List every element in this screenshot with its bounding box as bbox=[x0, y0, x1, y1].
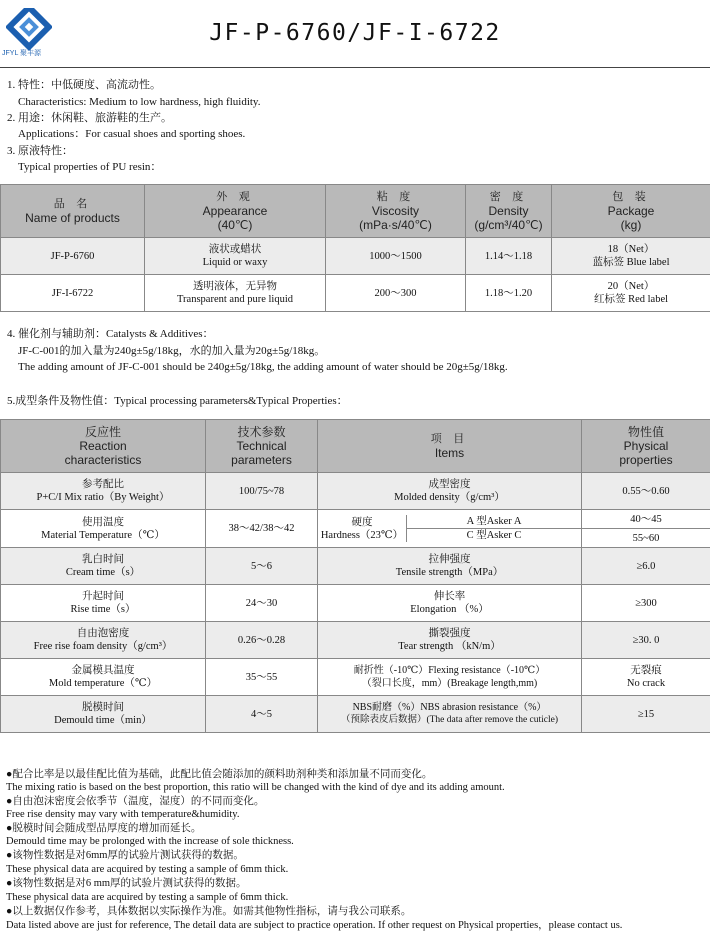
value-cell: 0.55～0.60 bbox=[582, 473, 710, 510]
table-header-row bbox=[1, 420, 710, 473]
resin-properties-table bbox=[0, 184, 710, 312]
header-cell: 品 名 Name of products bbox=[1, 185, 145, 238]
value-cell: ≥6.0 bbox=[582, 548, 710, 585]
note-line: ●该物性数据是对6 mm厚的试验片测试获得的数据。 bbox=[6, 878, 247, 889]
table-row bbox=[1, 510, 710, 548]
item-cell: 伸长率 Elongation （%） bbox=[318, 585, 582, 622]
parameter-cell: 4～5 bbox=[206, 696, 318, 733]
note-line: ●配合比率是以最佳配比值为基础，此配比值会随添加的颜料助剂种类和添加量不同而变化。 bbox=[6, 769, 433, 780]
table-row bbox=[1, 622, 710, 659]
appearance: 透明液体，无异物 Transparent and pure liquid bbox=[145, 275, 326, 312]
table-row bbox=[1, 238, 710, 275]
header-rule bbox=[0, 67, 710, 68]
note-line: Free rise density may vary with temperature&humidity. bbox=[6, 809, 240, 820]
s3-cn: 3. 原液特性： bbox=[7, 145, 73, 157]
note-line: Demould time may be prolonged with the increase of sole thickness. bbox=[6, 836, 294, 847]
note-line: These physical data are acquired by testing a sample of 6mm thick. bbox=[6, 892, 289, 903]
parameter-cell: 100/75~78 bbox=[206, 473, 318, 510]
s2-cn: 2. 用途：休闲鞋、旅游鞋的生产。 bbox=[7, 112, 172, 124]
package: 18（Net） 蓝标签 Blue label bbox=[552, 238, 710, 275]
parameter-cell: 0.26～0.28 bbox=[206, 622, 318, 659]
appearance: 液状或蜡状 Liquid or waxy bbox=[145, 238, 326, 275]
product-name: JF-P-6760 bbox=[1, 238, 145, 275]
reaction-cell: 自由泡密度 Free rise foam density（g/cm³） bbox=[1, 622, 206, 659]
parameter-cell: 24～30 bbox=[206, 585, 318, 622]
item-cell: 撕裂强度 Tear strength （kN/m） bbox=[318, 622, 582, 659]
density: 1.18～1.20 bbox=[466, 275, 552, 312]
item-cell: 耐折性（-10℃）Flexing resistance（-10℃） （裂口长度，mm）(Breakage length,mm) bbox=[318, 659, 582, 696]
table-row bbox=[1, 585, 710, 622]
reaction-cell: 升起时间 Rise time（s） bbox=[1, 585, 206, 622]
header-cell: 物性值 Physical properties bbox=[582, 420, 710, 473]
s4-title: 4. 催化剂与辅助剂：Catalysts & Additives： bbox=[7, 328, 214, 340]
s1-cn: 1. 特性：中低硬度、高流动性。 bbox=[7, 79, 161, 91]
value-cell: ≥30. 0 bbox=[582, 622, 710, 659]
note-line: ●以上数据仅作参考，具体数据以实际操作为准。如需其他物性指标，请与我公司联系。 bbox=[6, 906, 412, 917]
s3-en: Typical properties of PU resin： bbox=[18, 161, 162, 173]
header-cell: 粘 度 Viscosity (mPa·s/40℃) bbox=[326, 185, 466, 238]
header-cell: 技术参数 Technical parameters bbox=[206, 420, 318, 473]
table-row bbox=[1, 696, 710, 733]
value-cell: 40～45 55~60 bbox=[582, 510, 710, 548]
s4-line-en: The adding amount of JF-C-001 should be 240g±5g/18kg, the adding amount of water should be 20g±5g/18kg. bbox=[18, 361, 508, 373]
s1-en: Characteristics: Medium to low hardness, high fluidity. bbox=[18, 96, 261, 108]
item-cell: 拉伸强度 Tensile strength（MPa） bbox=[318, 548, 582, 585]
table-row bbox=[1, 275, 710, 312]
viscosity: 200～300 bbox=[326, 275, 466, 312]
s5-title: 5.成型条件及物性值：Typical processing parameters&Typical Properties： bbox=[7, 395, 348, 407]
reaction-cell: 脱模时间 Demould time（min） bbox=[1, 696, 206, 733]
value-cell: ≥15 bbox=[582, 696, 710, 733]
table-header-row bbox=[1, 185, 710, 238]
package: 20（Net） 红标签 Red label bbox=[552, 275, 710, 312]
s4-line-cn: JF-C-001的加入量为240g±5g/18kg，水的加入量为20g±5g/18kg。 bbox=[18, 345, 326, 357]
hardness-a-label: A 型Asker A bbox=[407, 515, 581, 529]
processing-properties-table bbox=[0, 419, 710, 733]
product-name: JF-I-6722 bbox=[1, 275, 145, 312]
header-cell: 外 观 Appearance (40℃) bbox=[145, 185, 326, 238]
value-cell: 无裂痕 No crack bbox=[582, 659, 710, 696]
item-cell: 硬度 Hardness（23℃） A 型Asker A C 型Asker C bbox=[318, 510, 582, 548]
reaction-cell: 使用温度 Material Temperature（℃） bbox=[1, 510, 206, 548]
header-cell: 包 装 Package (kg) bbox=[552, 185, 710, 238]
reaction-cell: 参考配比 P+C/I Mix ratio（By Weight） bbox=[1, 473, 206, 510]
header bbox=[0, 0, 710, 72]
note-line: The mixing ratio is based on the best proportion, this ratio will be changed with the kind of dye and its adding amount. bbox=[6, 782, 505, 793]
table-row bbox=[1, 659, 710, 696]
hardness-c-label: C 型Asker C bbox=[466, 530, 522, 541]
note-line: ●脱模时间会随成型品厚度的增加而延长。 bbox=[6, 823, 202, 834]
note-line: Data listed above are just for reference, The detail data are subject to practice operation. If other request on Physical properties，please contact us. bbox=[6, 920, 623, 931]
s2-en: Applications：For casual shoes and sporting shoes. bbox=[18, 128, 246, 140]
density: 1.14～1.18 bbox=[466, 238, 552, 275]
reaction-cell: 乳白时间 Cream time（s） bbox=[1, 548, 206, 585]
header-cell: 项 目 Items bbox=[318, 420, 582, 473]
table-row bbox=[1, 473, 710, 510]
parameter-cell: 35～55 bbox=[206, 659, 318, 696]
reaction-cell: 金属模具温度 Mold temperature（℃） bbox=[1, 659, 206, 696]
value-cell: ≥300 bbox=[582, 585, 710, 622]
table-row bbox=[1, 548, 710, 585]
note-line: These physical data are acquired by testing a sample of 6mm thick. bbox=[6, 864, 289, 875]
page-title: JF-P-6760/JF-I-6722 bbox=[209, 20, 501, 46]
logo-text: JFYL 聚丰源 bbox=[2, 50, 42, 57]
item-cell: NBS耐磨（%）NBS abrasion resistance（%） （预除表皮后数据）(The data after remove the cuticle) bbox=[318, 696, 582, 733]
header-cell: 密 度 Density (g/cm³/40℃) bbox=[466, 185, 552, 238]
parameter-cell: 5～6 bbox=[206, 548, 318, 585]
parameter-cell: 38～42/38～42 bbox=[206, 510, 318, 548]
header-cell: 反应性 Reaction characteristics bbox=[1, 420, 206, 473]
item-cell: 成型密度 Molded density（g/cm³） bbox=[318, 473, 582, 510]
note-line: ●该物性数据是对6mm厚的试验片测试获得的数据。 bbox=[6, 850, 244, 861]
note-line: ●自由泡沫密度会依季节（温度，湿度）的不同而变化。 bbox=[6, 796, 265, 807]
viscosity: 1000～1500 bbox=[326, 238, 466, 275]
